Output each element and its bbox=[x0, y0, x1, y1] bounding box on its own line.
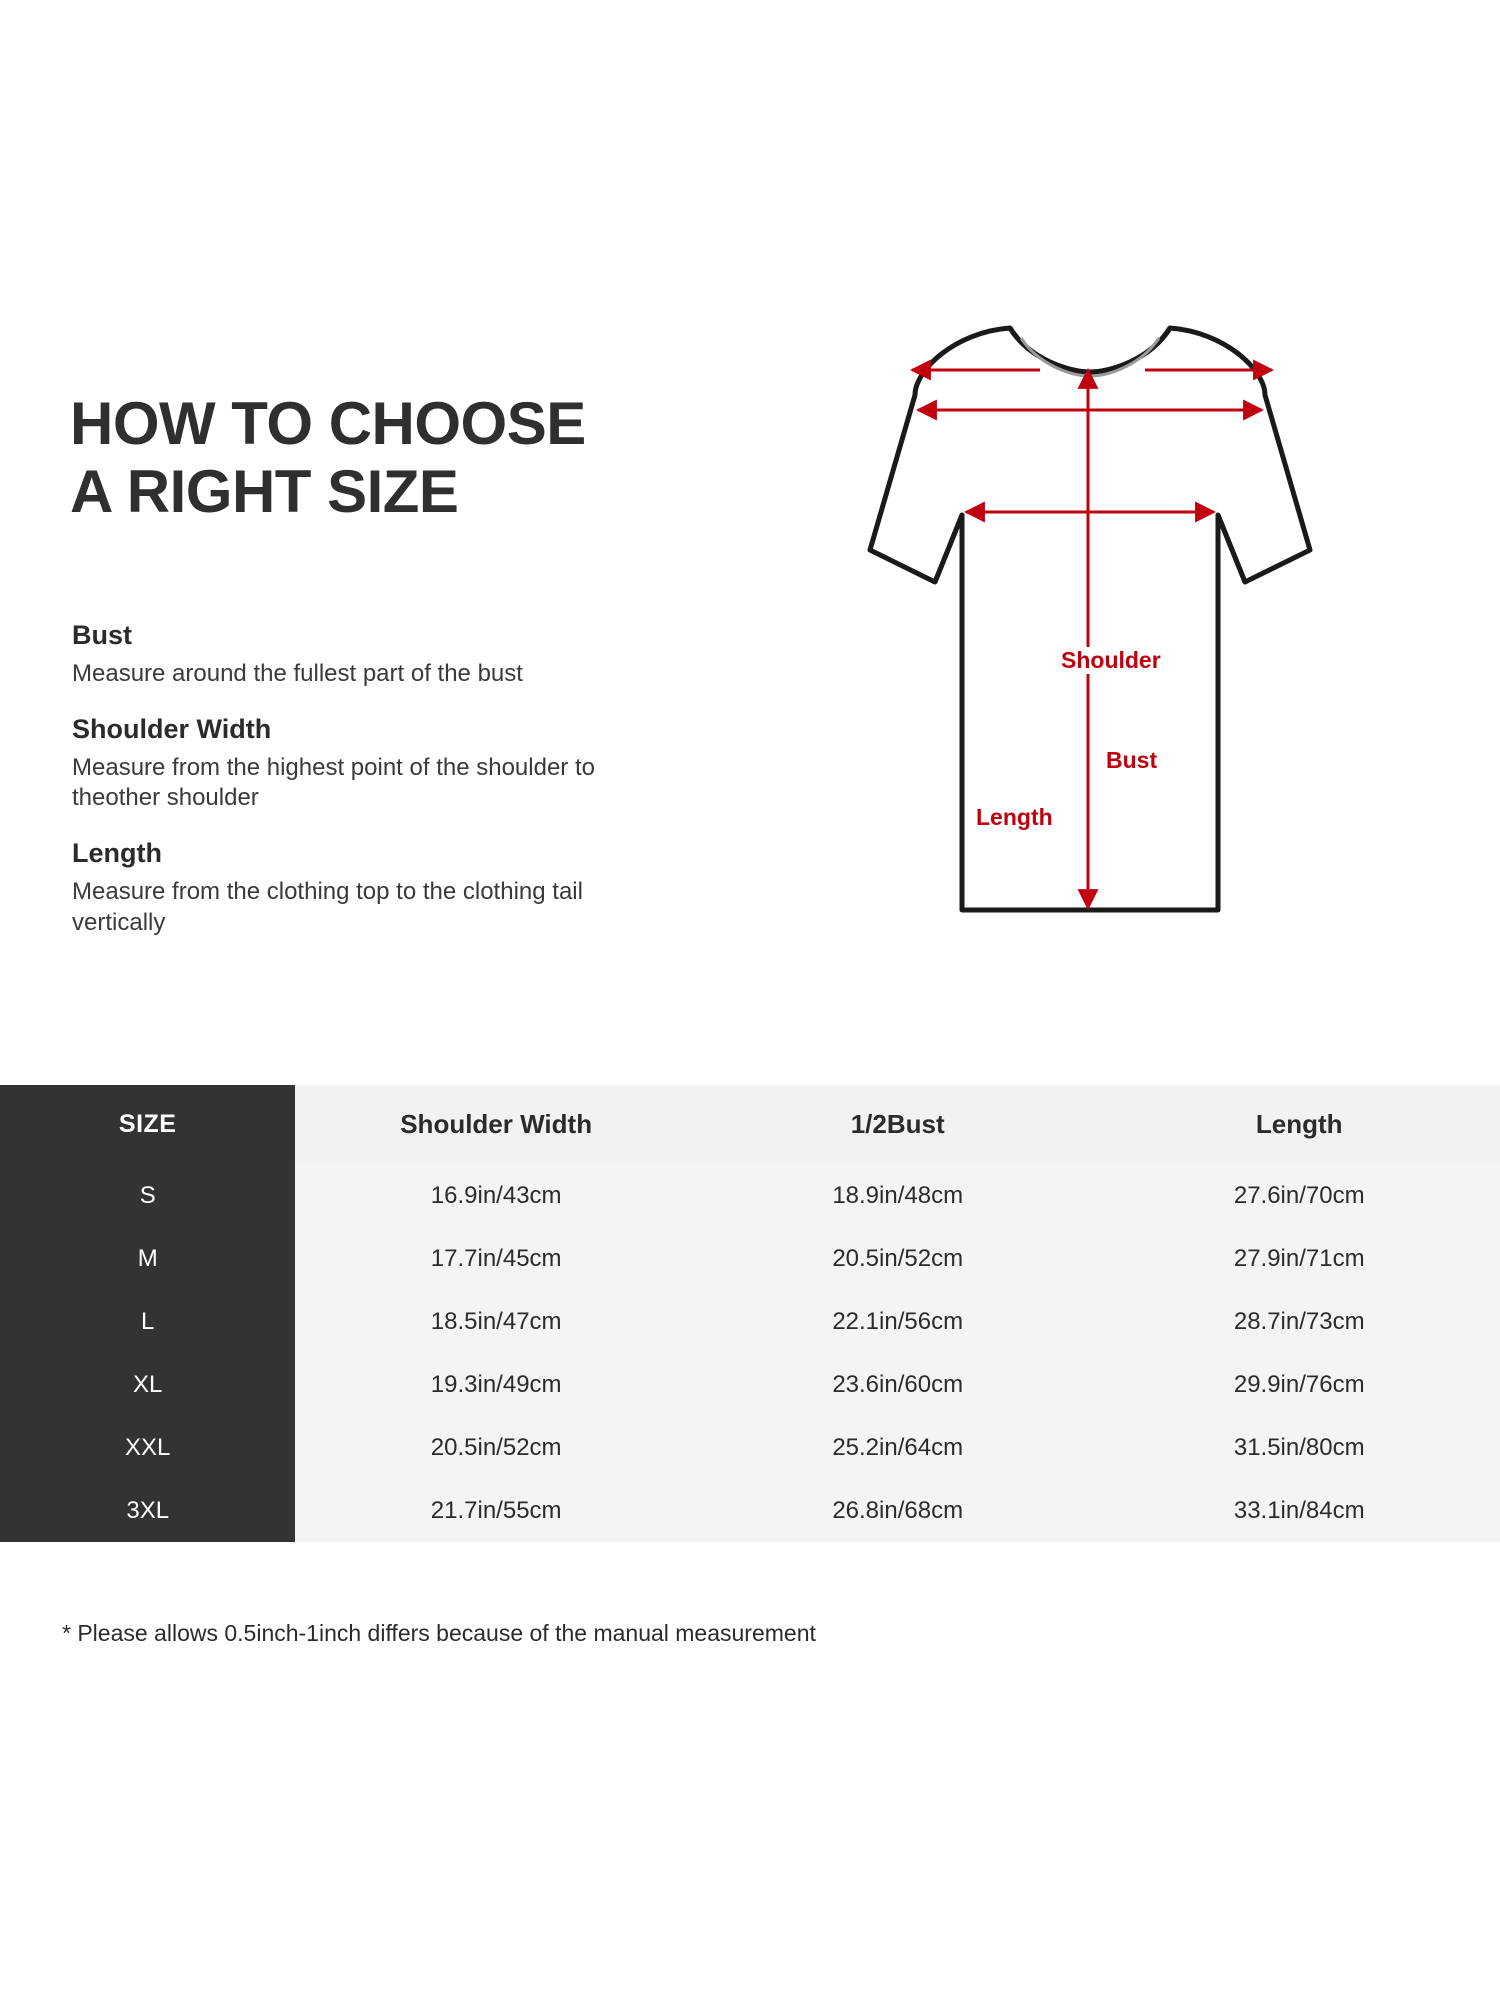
cell-shoulder-width: 17.7in/45cm bbox=[295, 1227, 697, 1290]
definition-description: Measure from the highest point of the shoulder to theother shoulder bbox=[72, 753, 595, 812]
table-row bbox=[0, 1290, 1500, 1353]
shoulder-dimension-label: Shoulder bbox=[1055, 647, 1167, 674]
cell-half-bust: 25.2in/64cm bbox=[697, 1416, 1099, 1479]
definition-term: Bust bbox=[72, 620, 132, 650]
column-header-size: SIZE bbox=[0, 1085, 295, 1164]
cell-length: 33.1in/84cm bbox=[1098, 1479, 1500, 1542]
page-title-line-2: A RIGHT SIZE bbox=[70, 457, 459, 525]
cell-size: S bbox=[0, 1164, 295, 1227]
cell-shoulder-width: 19.3in/49cm bbox=[295, 1353, 697, 1416]
cell-shoulder-width: 16.9in/43cm bbox=[295, 1164, 697, 1227]
size-chart-section bbox=[0, 1085, 1500, 1542]
cell-length: 27.6in/70cm bbox=[1098, 1164, 1500, 1227]
table-header bbox=[0, 1085, 1500, 1164]
table-header-row bbox=[0, 1085, 1500, 1164]
page-title bbox=[70, 390, 690, 526]
table-row bbox=[0, 1416, 1500, 1479]
cell-length: 27.9in/71cm bbox=[1098, 1227, 1500, 1290]
size-chart-table bbox=[0, 1085, 1500, 1542]
cell-size: XXL bbox=[0, 1416, 295, 1479]
cell-size: M bbox=[0, 1227, 295, 1290]
cell-shoulder-width: 18.5in/47cm bbox=[295, 1290, 697, 1353]
table-row bbox=[0, 1353, 1500, 1416]
column-header-shoulder-width: Shoulder Width bbox=[295, 1085, 697, 1164]
table-row bbox=[0, 1164, 1500, 1227]
cell-length: 29.9in/76cm bbox=[1098, 1353, 1500, 1416]
cell-size: 3XL bbox=[0, 1479, 295, 1542]
definition-description: Measure around the fullest part of the bust bbox=[72, 660, 523, 687]
intro-section bbox=[0, 300, 1500, 1060]
cell-half-bust: 20.5in/52cm bbox=[697, 1227, 1099, 1290]
tshirt-measurement-diagram bbox=[740, 310, 1440, 1030]
definition-shoulder-width bbox=[72, 714, 672, 814]
cell-half-bust: 23.6in/60cm bbox=[697, 1353, 1099, 1416]
column-header-half-bust: 1/2Bust bbox=[697, 1085, 1099, 1164]
table-row bbox=[0, 1479, 1500, 1542]
definition-description: Measure from the clothing top to the clothing tail vertically bbox=[72, 878, 583, 936]
cell-length: 28.7in/73cm bbox=[1098, 1290, 1500, 1353]
cell-half-bust: 18.9in/48cm bbox=[697, 1164, 1099, 1227]
cell-half-bust: 22.1in/56cm bbox=[697, 1290, 1099, 1353]
cell-shoulder-width: 21.7in/55cm bbox=[295, 1479, 697, 1542]
definition-term: Shoulder Width bbox=[72, 713, 272, 744]
bust-dimension-label: Bust bbox=[1100, 747, 1163, 774]
measurement-definitions bbox=[72, 620, 672, 963]
cell-half-bust: 26.8in/68cm bbox=[697, 1479, 1099, 1542]
page-title-line-1: HOW TO CHOOSE bbox=[70, 390, 586, 457]
definition-bust bbox=[72, 620, 672, 690]
definition-term: Length bbox=[72, 838, 162, 869]
table-body bbox=[0, 1164, 1500, 1542]
column-header-length: Length bbox=[1098, 1085, 1500, 1164]
cell-length: 31.5in/80cm bbox=[1098, 1416, 1500, 1479]
cell-size: XL bbox=[0, 1353, 295, 1416]
definition-length bbox=[72, 838, 672, 938]
cell-size: L bbox=[0, 1290, 295, 1353]
measurement-disclaimer: * Please allows 0.5inch-1inch differs because of the manual measurement bbox=[62, 1620, 816, 1646]
length-dimension-label: Length bbox=[970, 804, 1059, 831]
cell-shoulder-width: 20.5in/52cm bbox=[295, 1416, 697, 1479]
table-row bbox=[0, 1227, 1500, 1290]
